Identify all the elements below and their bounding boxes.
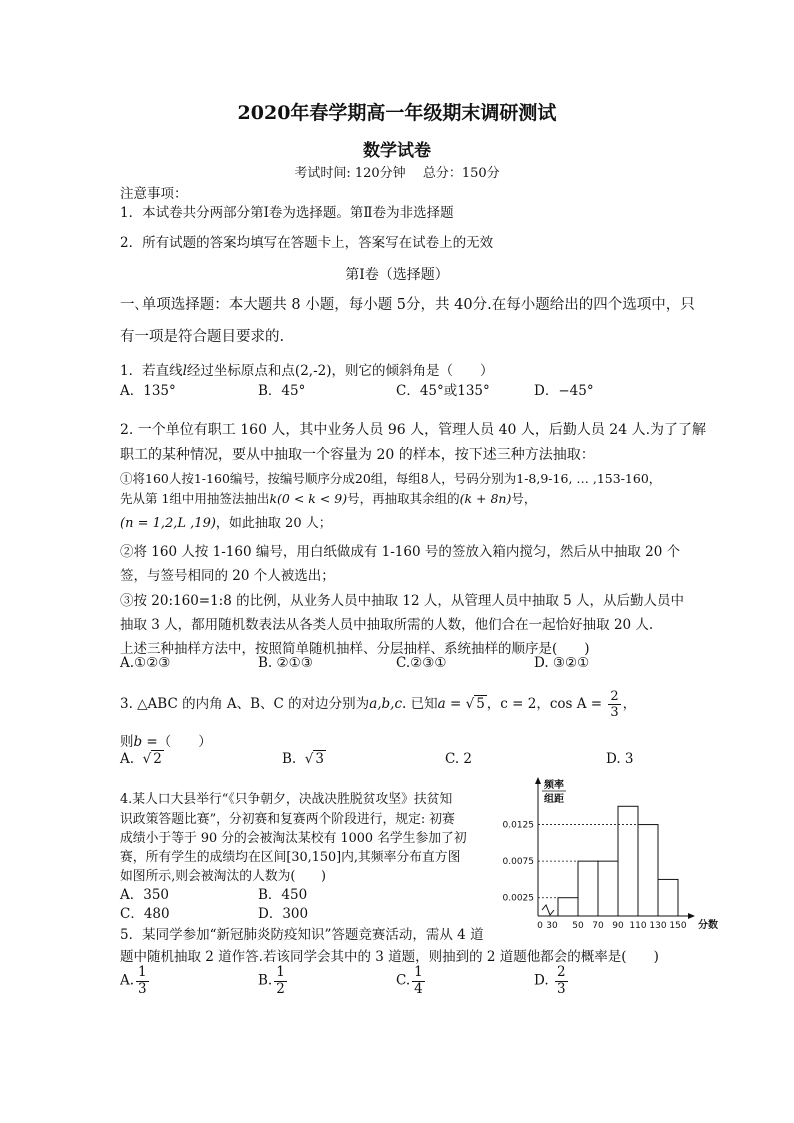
histogram-bar xyxy=(558,898,578,916)
q3-option-a: A. √ 2 xyxy=(120,751,162,767)
q5-option-d-label: D. xyxy=(534,972,549,989)
q1-stem xyxy=(120,359,494,379)
q3-option-d: D. 3 xyxy=(606,751,634,767)
q1-var-l: l xyxy=(182,363,187,379)
q5-option-d-den: 3 xyxy=(556,980,566,997)
q5-option-b-den: 2 xyxy=(276,980,285,997)
q2-option-a: A.①②③ xyxy=(120,655,171,671)
q2-line4-b: 号，再抽取其余组的 xyxy=(347,491,460,506)
y-axis-label-top: 频率 xyxy=(544,780,564,791)
q5-option-c xyxy=(396,966,427,996)
q3-frac-den: 3 xyxy=(610,705,619,720)
note-item-1: 1．本试卷共分两部分第Ⅰ卷为选择题。第Ⅱ卷为非选择题 xyxy=(120,205,454,221)
histogram-bar xyxy=(638,825,658,916)
q3-c-cos: ，c = 2，cos A = xyxy=(486,696,603,712)
q2-line8: ③按 20:160=1:8 的比例，从业务人员中抽取 12 人，从管理人员中抽取 5 人，从后勤人员中 xyxy=(120,593,685,609)
q3-a-eq: a = xyxy=(437,696,462,712)
q2-line4 xyxy=(120,489,536,507)
q4-line5: 如图所示,则会被淘汰的人数为( ) xyxy=(120,869,327,884)
q4-line2: 识政策答题比赛”，分初赛和复赛两个阶段进行，规定: 初赛 xyxy=(120,812,455,827)
q5-option-a-num: 1 xyxy=(138,964,147,980)
q3-paren: （ ） xyxy=(157,734,212,750)
x-tick-label: 50 xyxy=(572,921,584,931)
q3-option-b: B. √ 3 xyxy=(282,751,324,767)
exam-meta: 考试时间: 120分钟 总分：150分 xyxy=(294,166,500,181)
paper-subtitle: 数学试卷 xyxy=(363,141,431,161)
q3-stem-b: . 已知 xyxy=(402,696,438,712)
q5-line1: 5．某同学参加“新冠肺炎防疫知识”答题竞赛活动，需从 4 道 xyxy=(120,927,484,943)
q2-line4-a: 先从第 1组中用抽签法抽出 xyxy=(120,491,270,506)
q4-interval: [30,150] xyxy=(286,850,342,865)
q2-line5 xyxy=(120,512,332,531)
q5-line2: 题中随机抽取 2 道作答.若该同学会其中的 3 道题，则抽到的 2 道题他都会的概率是( ) xyxy=(120,949,659,965)
q4-line4 xyxy=(120,846,460,865)
x-tick-label: 110 xyxy=(629,921,647,931)
x-axis-label: 分数 xyxy=(698,920,718,931)
x-axis-arrow xyxy=(688,913,695,919)
paper-title: 2020年春学期高一年级期末调研测试 xyxy=(237,102,557,124)
frequency-histogram xyxy=(488,776,728,936)
q2-line4-c: 号， xyxy=(511,491,537,506)
q4-line3: 成绩小于等于 90 分的会被淘汰某校有 1000 名学生参加了初 xyxy=(120,831,467,846)
q2-option-d: D. ③②① xyxy=(534,655,590,671)
part1-instructions-line1: 一､单项选择题：本大题共 8 小题，每小题 5分，共 40分.在每小题给出的四个选项中，只 xyxy=(120,297,695,313)
q5-option-a xyxy=(120,966,151,996)
x-tick-label: 70 xyxy=(592,921,604,931)
q5-option-a-label: A. xyxy=(120,972,135,989)
q3-option-a-value: 2 xyxy=(153,751,162,767)
q2-line10: 上述三种抽样方法中，按照简单随机抽样、分层抽样、系统抽样的顺序是( ) xyxy=(120,641,590,657)
q2-line5-b: ，如此抽取 20 人； xyxy=(215,516,332,531)
q3-sides: a,b,c xyxy=(369,696,403,712)
q5-option-b-label: B. xyxy=(258,972,273,989)
y-tick-label: 0.0075 xyxy=(502,857,534,868)
q1-stem-a: 1．若直线 xyxy=(120,363,183,379)
q5-option-a-den: 3 xyxy=(138,980,147,997)
q3-option-b-value: 3 xyxy=(315,751,324,767)
q4-line4-b: 内,其频率分布直方图 xyxy=(341,850,461,865)
histogram-bar xyxy=(598,861,618,916)
q4-line1: 4.某人口大县举行“《只争朝夕，决战决胜脱贫攻坚》扶贫知 xyxy=(120,792,453,807)
part1-instructions-line2: 有一项是符合题目要求的. xyxy=(120,329,285,345)
q1-option-b: B．45° xyxy=(258,383,306,399)
q3-sqrt5: 5 xyxy=(476,696,485,712)
q1-option-a: A．135° xyxy=(120,383,176,399)
q1-option-d: D．−45° xyxy=(534,383,594,399)
q4-option-c: C．480 xyxy=(120,906,170,922)
note-item-2: 2．所有试题的答案均填写在答题卡上，答案写在试卷上的无效 xyxy=(120,235,494,251)
histogram-bar xyxy=(618,806,638,916)
histogram-bar xyxy=(578,861,598,916)
q5-option-c-label: C. xyxy=(396,972,411,989)
y-axis-arrow xyxy=(535,777,541,784)
x-tick-label: 30 xyxy=(546,921,558,931)
q4-option-a: A．350 xyxy=(120,887,170,903)
q2-math-k-8n: (k + 8n) xyxy=(459,491,512,506)
q2-line6: ②将 160 人按 1-160 编号，用白纸做成有 1-160 号的签放入箱内搅匀，然后从中抽取 20 个 xyxy=(120,544,681,560)
q3-then: 则 xyxy=(120,734,134,750)
q1-stem-b: 经过坐标原点和点(2,-2)，则它的倾斜角是（ ） xyxy=(186,363,494,379)
q2-option-c: C.②③① xyxy=(396,655,447,671)
q3-end: ， xyxy=(622,696,637,712)
q2-math-k-range: k(0 < k < 9) xyxy=(269,491,348,506)
x-tick-label: 130 xyxy=(649,921,667,931)
q4-option-b: B．450 xyxy=(258,887,308,903)
q4-option-d: D．300 xyxy=(258,906,309,922)
q2-math-n-range: (n = 1,2,L ,19) xyxy=(120,516,216,531)
q2-option-b: B. ②①③ xyxy=(258,655,313,671)
notes-heading: 注意事项： xyxy=(120,186,188,202)
q4-line4-a: 赛，所有学生的成绩均在区间 xyxy=(120,850,287,865)
q3-b-eq: b = xyxy=(133,734,158,750)
q2-line3: ①将160人按1-160编号，按编号顺序分成20组，每组8人，号码分别为1-8,9-16, … ,153-160， xyxy=(120,471,662,486)
axis-break-mark xyxy=(542,905,554,915)
q3-frac-num: 2 xyxy=(610,689,619,704)
q3-stem: 3. △ABC 的内角 A、B、C 的对边分别为a,b,c. 已知a = √ 5 ，c = 2，cos A = $\frac{2}{3}$ ， xyxy=(120,689,637,720)
section-title: 第Ⅰ卷（选择题） xyxy=(345,267,449,283)
q5-option-c-den: 4 xyxy=(414,980,423,997)
q2-line9: 抽取 3 人，都用随机数表法从各类人员中抽取所需的人数，他们合在一起恰好抽取 20 人. xyxy=(120,617,654,633)
x-tick-label: 0 xyxy=(537,921,543,931)
y-tick-label: 0.0125 xyxy=(502,820,534,831)
q3-option-c: C. 2 xyxy=(445,751,473,767)
q5-option-b-num: 1 xyxy=(276,964,285,980)
x-tick-label: 90 xyxy=(612,921,624,931)
q1-option-c: C．45°或135° xyxy=(396,383,490,399)
q3-option-b-label: B. xyxy=(282,751,297,767)
histogram-bar xyxy=(658,879,678,916)
q3-line2 xyxy=(120,730,212,750)
y-tick-label: 0.0025 xyxy=(502,893,534,904)
q3-stem-a: 3. △ABC 的内角 A、B、C 的对边分别为 xyxy=(120,696,370,712)
q2-line7: 签，与签号相同的 20 个人被选出； xyxy=(120,568,335,584)
q5-option-c-num: 1 xyxy=(414,964,423,980)
y-axis-label-bottom: 组距 xyxy=(544,794,564,805)
q2-line2: 职工的某种情况，要从中抽取一个容量为 20 的样本，按下述三种方法抽取： xyxy=(120,447,595,463)
q3-option-a-label: A. xyxy=(120,751,135,767)
q5-option-b xyxy=(258,966,289,996)
q2-line1: 2. 一个单位有职工 160 人，其中业务人员 96 人，管理人员 40 人，后勤人员 24 人.为了了解 xyxy=(120,422,707,438)
q5-option-d-num: 2 xyxy=(556,964,566,980)
x-tick-label: 150 xyxy=(669,921,687,931)
q5-option-d xyxy=(534,966,570,996)
